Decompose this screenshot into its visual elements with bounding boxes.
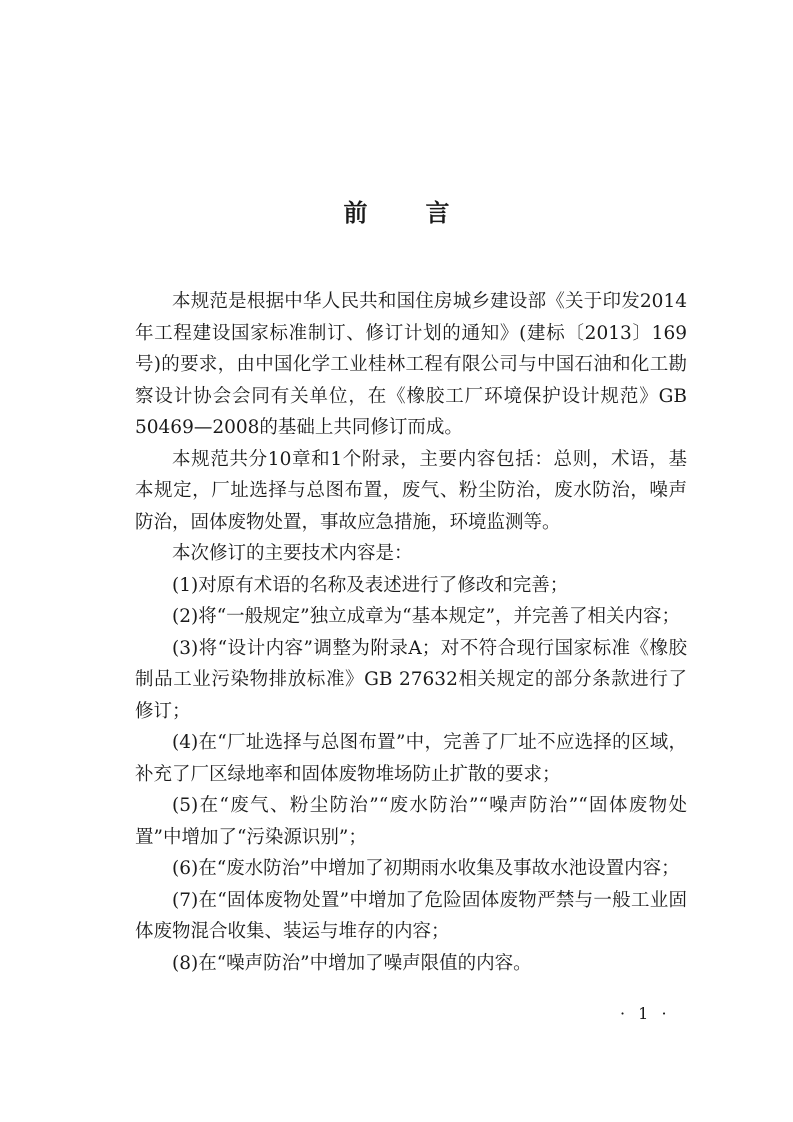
- revision-item-1: (1)对原有术语的名称及表述进行了修改和完善；: [172, 574, 569, 596]
- body-text: [135, 286, 687, 979]
- revision-item-2: (2)将“一般规定”独立成章为“基本规定”，并完善了相关内容；: [172, 606, 681, 627]
- revision-item-6: (6)在“废水防治”中增加了初期雨水收集及事故水池设置内容；: [172, 858, 680, 879]
- paragraph-intro: 本规范是根据中华人民共和国住房城乡建设部《关于印发2014年工程建设国家标准制订、修订计划的通知》(建标〔2013〕169号)的要求，由中国化学工业桂林工程有限公司与中国石油和化工勘察设计协会会同有关单位，在《橡胶工厂环境保护设计规范》GB 50469—2008的基础上共同修订而成。: [135, 291, 687, 438]
- revision-item-5: (5)在“废气、粉尘防治”“废水防治”“噪声防治”“固体废物处置”中增加了“污染源识别”；: [135, 795, 687, 848]
- revision-item-8: (8)在“噪声防治”中增加了噪声限值的内容。: [172, 952, 532, 974]
- paragraph-contents: 本规范共分10章和1个附录，主要内容包括：总则，术语，基本规定，厂址选择与总图布置，废气、粉尘防治，废水防治，噪声防治，固体废物处置，事故应急措施，环境监测等。: [135, 448, 687, 533]
- revision-item-7: (7)在“固体废物处置”中增加了危险固体废物严禁与一般工业固体废物混合收集、装运与堆存的内容；: [135, 889, 687, 942]
- page-title: 前言: [343, 199, 508, 227]
- revision-item-4: (4)在“厂址选择与总图布置”中，完善了厂址不应选择的区域，补充了厂区绿地率和固体废物堆场防止扩散的要求；: [135, 732, 687, 785]
- revision-item-3: (3)将“设计内容”调整为附录A；对不符合现行国家标准《橡胶制品工业污染物排放标准》GB 27632相关规定的部分条款进行了修订；: [135, 637, 687, 722]
- page-number: · 1 ·: [620, 1004, 671, 1023]
- paragraph-revision-lead: 本次修订的主要技术内容是：: [172, 543, 413, 564]
